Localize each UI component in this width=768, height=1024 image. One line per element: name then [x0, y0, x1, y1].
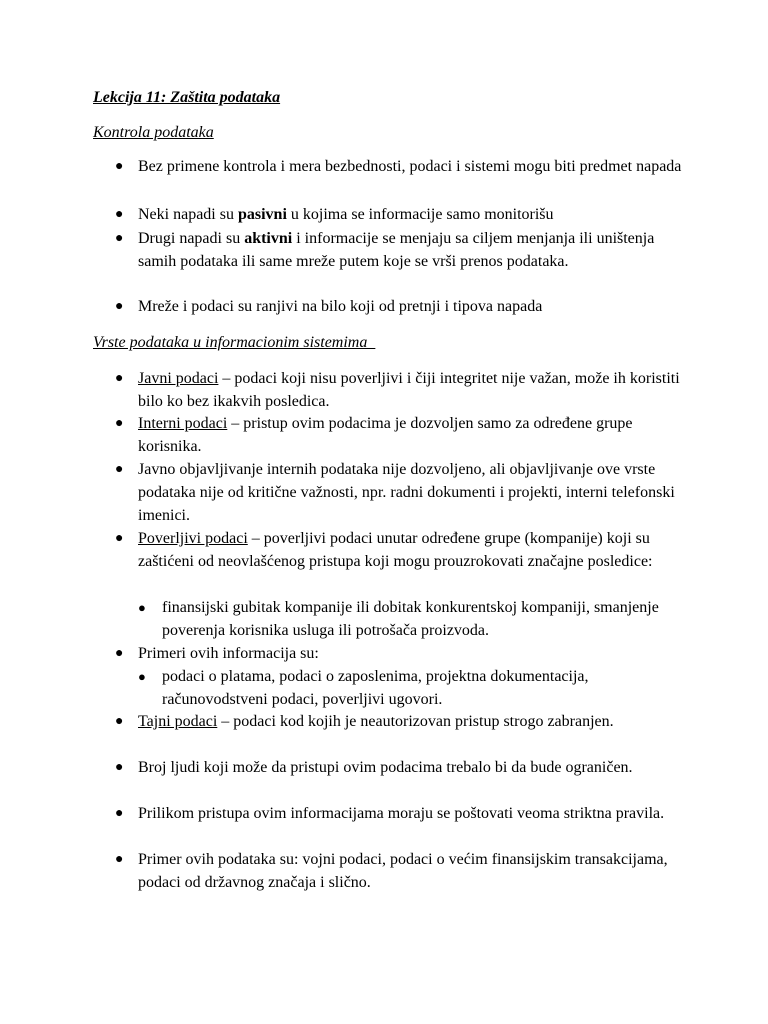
term-javni-podaci: Javni podaci — [138, 370, 219, 387]
bullet-icon: ● — [115, 806, 124, 821]
list-item-text: Prilikom pristupa ovim informacijama moraju se poštovati veoma striktna pravila. — [138, 805, 665, 822]
list-item-text: – poverljivi podaci unutar određene grupe (kompanije) koji su zaštićeni od neovlašćenog pristupa koji mogu prouzrokovati značajne posledice: — [138, 530, 653, 570]
list-item-text: u kojima se informacije samo monitorišu — [286, 206, 554, 223]
bullet-icon: ● — [115, 714, 124, 729]
term-tajni-podaci: Tajni podaci — [138, 713, 218, 730]
bullet-icon: ● — [115, 207, 124, 222]
list-item — [115, 412, 686, 458]
sub-list-item-text: podaci o platama, podaci o zaposlenima, projektna dokumentacija, računovodstveni podaci, poverljivi ugovori. — [162, 668, 589, 708]
list-item — [115, 756, 686, 779]
lesson-title: Lekcija 11: Zaštita podataka — [93, 89, 281, 106]
bullet-icon: ● — [115, 531, 124, 546]
bullet-icon: ● — [115, 159, 124, 174]
list-item — [115, 367, 686, 413]
list-item — [115, 155, 686, 178]
list-item — [115, 642, 686, 665]
bold-term: pasivni — [237, 206, 287, 223]
list-item — [115, 848, 686, 894]
sub-list-item-text: finansijski gubitak kompanije ili dobitak konkurentskoj kompaniji, smanjenje poverenja korisnika usluga ili potrošača proizvoda. — [162, 599, 659, 639]
list-item-text: Primer ovih podataka su: vojni podaci, podaci o većim finansijskim transakcijama, podaci od državnog značaja i slično. — [138, 851, 668, 891]
list-item-text: Broj ljudi koji može da pristupi ovim podacima trebalo bi da bude ograničen. — [138, 759, 633, 776]
list-item — [115, 227, 686, 273]
bullet-icon: ● — [115, 760, 124, 775]
bullet-icon: ● — [115, 852, 124, 867]
list-item — [115, 710, 686, 733]
list-item-text: – pristup ovim podacima je dozvoljen samo za određene grupe korisnika. — [138, 415, 633, 455]
bullet-icon: ● — [138, 669, 146, 684]
section-heading-kontrola-podataka: Kontrola podataka — [93, 124, 214, 141]
list-item-text: Javno objavljivanje internih podataka nije dozvoljeno, ali objavljivanje ove vrste podataka nije od kritične važnosti, npr. radni dokumenti i projekti, interni telefonski imenici. — [138, 461, 675, 524]
bullet-icon: ● — [115, 646, 124, 661]
bullet-icon: ● — [138, 600, 146, 615]
term-poverljivi-podaci: Poverljivi podaci — [138, 530, 248, 547]
sub-list-item — [138, 665, 686, 711]
list-item-text: Primeri ovih informacija su: — [138, 645, 319, 662]
list-item-text: Bez primene kontrola i mera bezbednosti, podaci i sistemi mogu biti predmet napada — [138, 158, 682, 175]
list-item-text: – podaci kod kojih je neautorizovan pristup strogo zabranjen. — [217, 713, 614, 730]
bullet-icon: ● — [115, 371, 124, 386]
list-item — [115, 802, 686, 825]
term-interni-podaci: Interni podaci — [138, 415, 228, 432]
section-heading-vrste-podataka: Vrste podataka u informacionim sistemima — [93, 334, 376, 351]
list-item-text: Mreže i podaci su ranjivi na bilo koji od pretnji i tipova napada — [138, 298, 543, 315]
sub-list-item — [138, 596, 686, 642]
bullet-icon: ● — [115, 231, 124, 246]
bold-term: aktivni — [244, 230, 293, 247]
list-item-text: – podaci koji nisu poverljivi i čiji integritet nije važan, može ih koristiti bilo ko bez ikakvih posledica. — [138, 370, 680, 410]
list-item — [115, 527, 686, 573]
bullet-icon: ● — [115, 299, 124, 314]
bullet-icon: ● — [115, 462, 124, 477]
list-item — [115, 203, 686, 226]
list-item — [115, 458, 686, 527]
bullet-icon: ● — [115, 416, 124, 431]
list-item-text: Neki napadi su — [138, 206, 238, 223]
list-item-text: i informacije se menjaju sa ciljem menjanja ili uništenja samih podataka ili same mreže putem koje se vrši prenos podataka. — [138, 230, 655, 270]
list-item — [115, 295, 686, 318]
list-item-text: Drugi napadi su — [138, 230, 245, 247]
